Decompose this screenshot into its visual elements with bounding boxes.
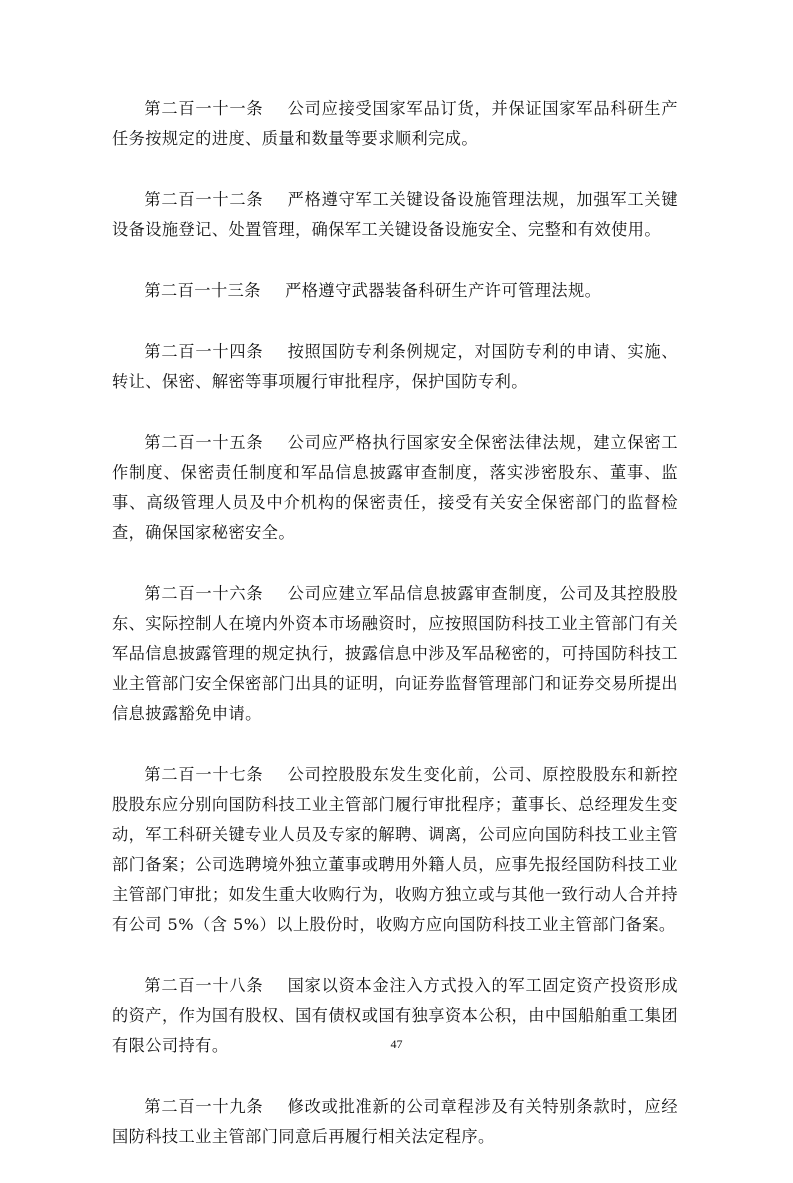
article-number: 第二百一十二条 <box>144 190 264 209</box>
article-217 <box>112 760 678 940</box>
page-number: 47 <box>390 1037 403 1051</box>
article-text: 公司应建立军品信息披露审查制度，公司及其控股股东、实际控制人在境内外资本市场融资时，应按照国防科技工业主管部门有关军品信息披露管理的规定执行，披露信息中涉及军品秘密的，可持国防科技工业主管部门安全保密部门出具的证明，向证券监督管理部门和证券交易所提出信息披露豁免申请。 <box>112 584 678 723</box>
article-number: 第二百一十三条 <box>144 281 261 300</box>
article-text: 公司应接受国家军品订货，并保证国家军品科研生产任务按规定的进度、质量和数量等要求顺利完成。 <box>112 99 678 148</box>
article-text: 公司控股股东发生变化前，公司、原控股股东和新控股股东应分别向国防科技工业主管部门履行审批程序；董事长、总经理发生变动，军工科研关键专业人员及专家的解聘、调离，公司应向国防科技工业主管部门备案；公司选聘境外独立董事或聘用外籍人员，应事先报经国防科技工业主管部门审批；如发生重大收购行为，收购方独立或与其他一致行动人合并持有公司 5%（含 5%）以上股份时，收购方应向国防科技工业主管部门备案。 <box>112 765 678 934</box>
article-text: 按照国防专利条例规定，对国防专利的申请、实施、转让、保密、解密等事项履行审批程序，保护国防专利。 <box>112 342 678 391</box>
article-number: 第二百一十一条 <box>144 99 264 118</box>
article-text: 公司应严格执行国家安全保密法律法规，建立保密工作制度、保密责任制度和军品信息披露审查制度，落实涉密股东、董事、监事、高级管理人员及中介机构的保密责任，接受有关安全保密部门的监督检查，确保国家秘密安全。 <box>112 433 678 542</box>
document-body <box>112 94 678 1183</box>
article-number: 第二百一十七条 <box>144 765 264 784</box>
article-number: 第二百一十六条 <box>144 584 264 603</box>
article-212 <box>112 185 678 245</box>
article-number: 第二百一十四条 <box>144 342 264 361</box>
article-219 <box>112 1092 678 1152</box>
article-text: 严格遵守武器装备科研生产许可管理法规。 <box>285 281 602 300</box>
article-211 <box>112 94 678 154</box>
article-number: 第二百一十九条 <box>144 1097 264 1116</box>
article-number: 第二百一十八条 <box>144 976 264 995</box>
article-text: 国家以资本金注入方式投入的军工固定资产投资形成的资产，作为国有股权、国有债权或国有独享资本公积，由中国船舶重工集团有限公司持有。 <box>112 976 678 1055</box>
article-text: 修改或批准新的公司章程涉及有关特别条款时，应经国防科技工业主管部门同意后再履行相关法定程序。 <box>112 1097 678 1146</box>
article-213 <box>112 276 678 306</box>
article-number: 第二百一十五条 <box>144 433 264 452</box>
article-215 <box>112 428 678 548</box>
article-text: 严格遵守军工关键设备设施管理法规，加强军工关键设备设施登记、处置管理，确保军工关键设备设施安全、完整和有效使用。 <box>112 190 678 239</box>
article-216 <box>112 579 678 729</box>
article-214 <box>112 337 678 397</box>
